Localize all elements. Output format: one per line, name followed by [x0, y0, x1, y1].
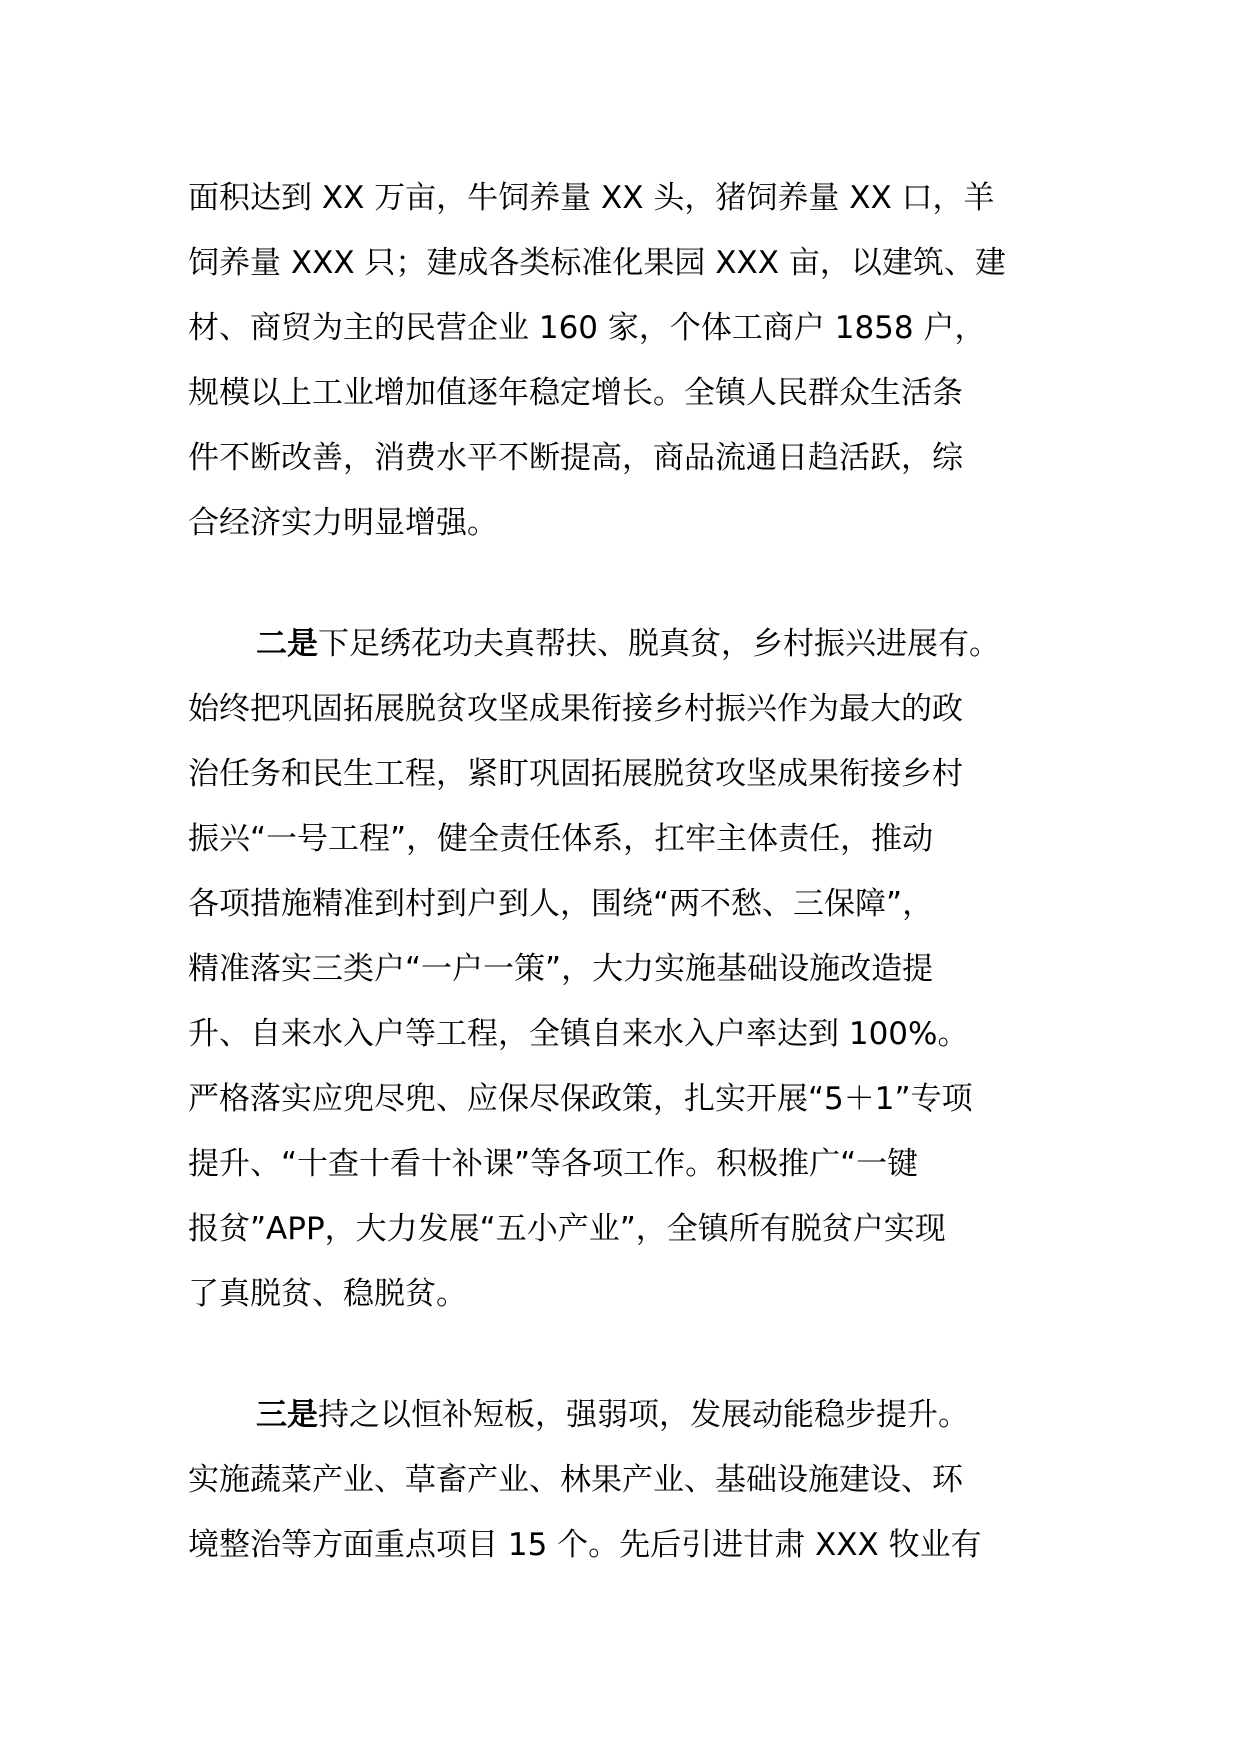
paragraph-spacer [188, 1327, 1068, 1383]
paragraph-economy [188, 166, 1068, 556]
text-line: 境整治等方面重点项目 15 个。先后引进甘肃 XXX 牧业有 [188, 1527, 982, 1563]
text-line: 规模以上工业增加值逐年稳定增长。全镇人民群众生活条 [188, 375, 963, 411]
paragraph-first-line [188, 612, 1068, 677]
paragraph-spacer [188, 556, 1068, 612]
text-line: 提升、“十查十看十补课”等各项工作。积极推广“一键 [188, 1146, 919, 1182]
text-line: 治任务和民生工程，紧盯巩固拓展脱贫攻坚成果衔接乡村 [188, 756, 963, 792]
paragraph-first-line-text: 持之以恒补短板，强弱项，发展动能稳步提升。 [318, 1397, 969, 1433]
text-line: 振兴“一号工程”，健全责任体系，扛牢主体责任，推动 [188, 821, 934, 857]
text-line: 饲养量 XXX 只；建成各类标准化果园 XXX 亩，以建筑、建 [188, 245, 1006, 281]
text-line: 面积达到 XX 万亩，牛饲养量 XX 头，猪饲养量 XX 口，羊 [188, 180, 995, 216]
paragraph-lead: 二是 [256, 626, 318, 662]
text-line: 报贫”APP，大力发展“五小产业”，全镇所有脱贫户实现 [188, 1211, 946, 1247]
text-line: 始终把巩固拓展脱贫攻坚成果衔接乡村振兴作为最大的政 [188, 691, 963, 727]
text-line: 材、商贸为主的民营企业 160 家，个体工商户 1858 户， [188, 310, 986, 346]
text-line: 合经济实力明显增强。 [188, 505, 498, 541]
text-line: 升、自来水入户等工程，全镇自来水入户率达到 100%。 [188, 1016, 969, 1052]
text-line: 严格落实应兜尽兜、应保尽保政策，扎实开展“5＋1”专项 [188, 1081, 973, 1117]
paragraph-poverty-alleviation [188, 612, 1068, 1327]
text-line: 精准落实三类户“一户一策”，大力实施基础设施改造提 [188, 951, 934, 987]
text-line: 了真脱贫、稳脱贫。 [188, 1276, 467, 1312]
text-line: 实施蔬菜产业、草畜产业、林果产业、基础设施建设、环 [188, 1462, 963, 1498]
text-line: 各项措施精准到村到户到人，围绕“两不愁、三保障”， [188, 886, 934, 922]
paragraph-first-line-text: 下足绣花功夫真帮扶、脱真贫，乡村振兴进展有。 [318, 626, 1000, 662]
document-body [188, 166, 1068, 1578]
paragraph-lead: 三是 [256, 1397, 318, 1433]
text-line: 件不断改善，消费水平不断提高，商品流通日趋活跃，综 [188, 440, 963, 476]
paragraph-first-line [188, 1383, 1068, 1448]
paragraph-development [188, 1383, 1068, 1578]
